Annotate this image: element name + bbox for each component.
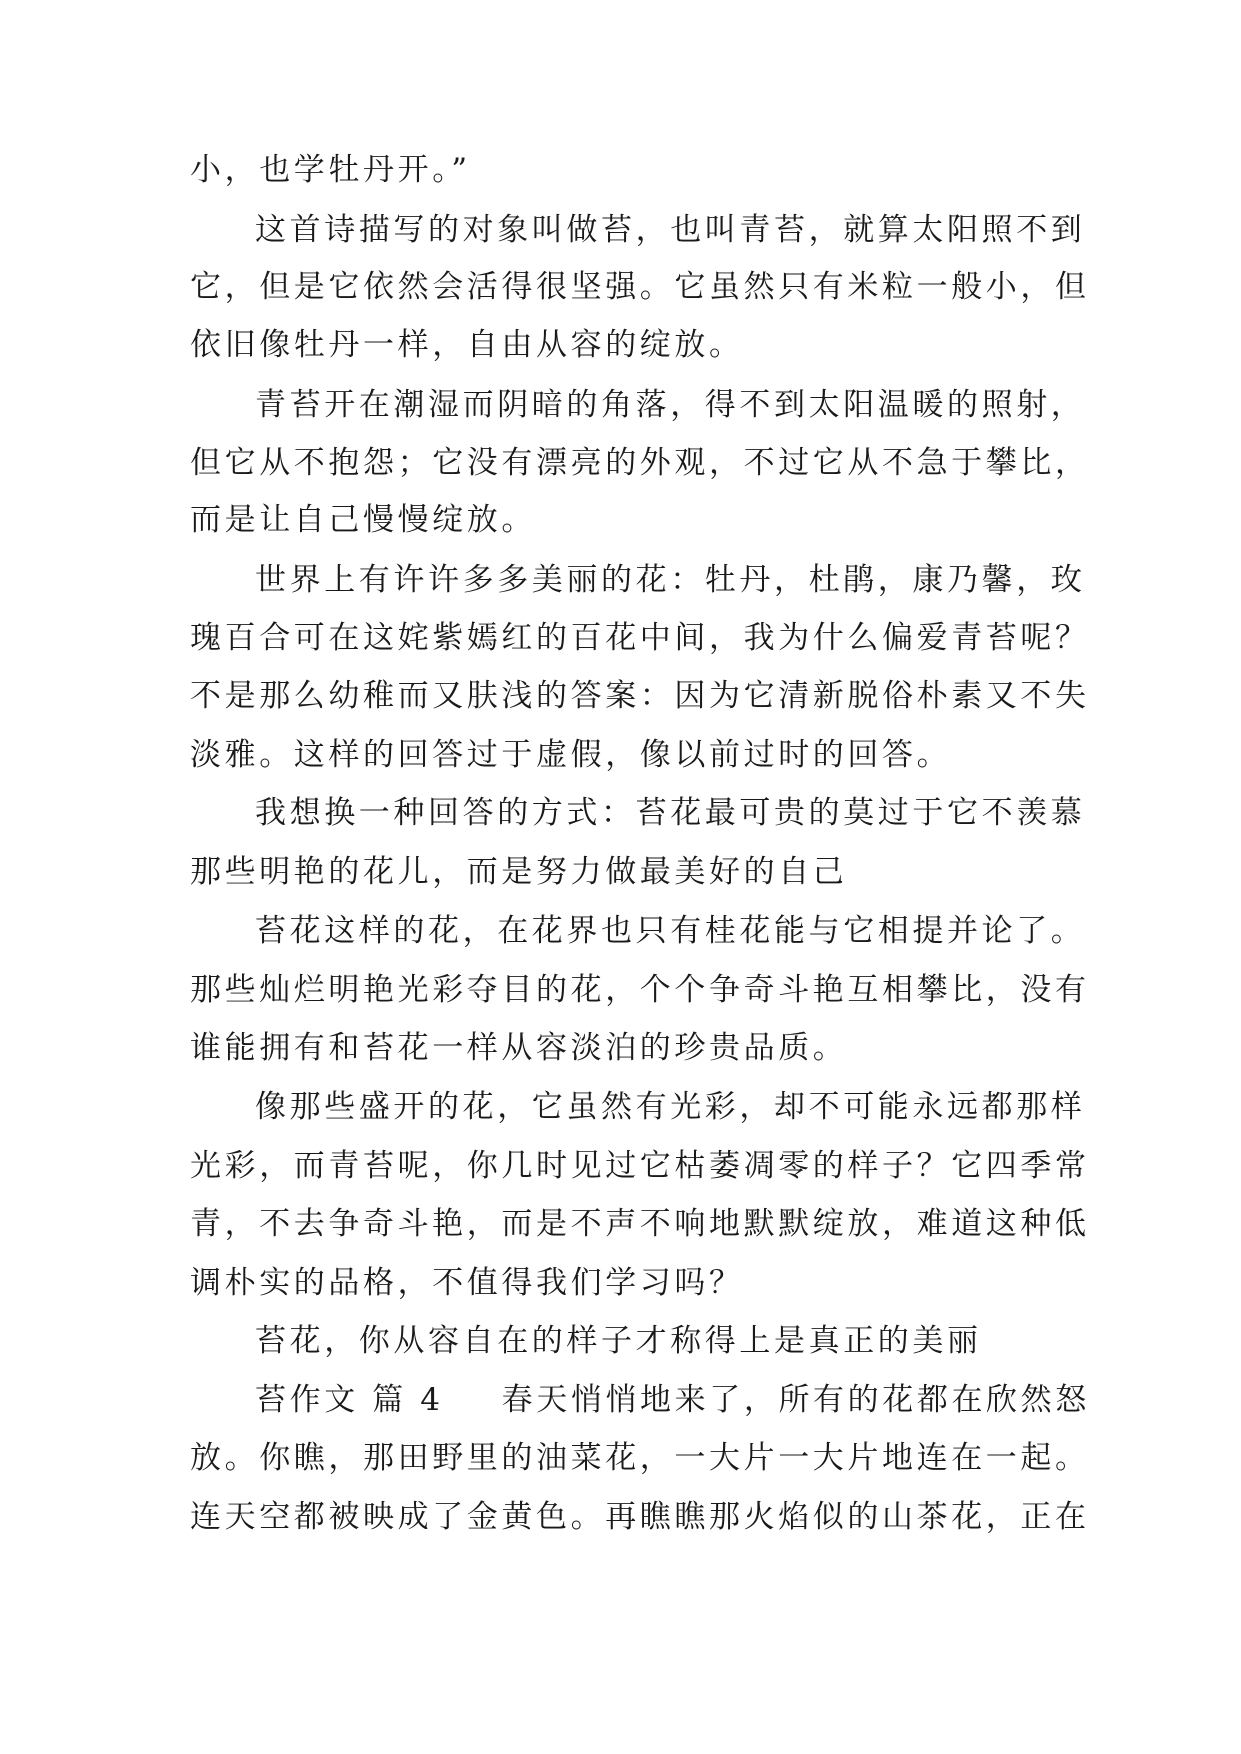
text-line: 不是那么幼稚而又肤浅的答案：因为它清新脱俗朴素又不失 [190, 678, 1090, 714]
text-line: 但它从不抱怨；它没有漂亮的外观，不过它从不急于攀比， [190, 445, 1090, 481]
text-line: 那些灿烂明艳光彩夺目的花，个个争奇斗艳互相攀比，没有 [190, 972, 1090, 1008]
text-line: 我想换一种回答的方式：苔花最可贵的莫过于它不羡慕 [255, 795, 1086, 831]
text-line: 依旧像牡丹一样，自由从容的绽放。 [190, 327, 744, 363]
text-line: 小，也学牡丹开。” [190, 152, 471, 188]
text-line: 谁能拥有和苔花一样从容淡泊的珍贵品质。 [190, 1030, 848, 1066]
text-line: 瑰百合可在这姹紫嫣红的百花中间，我为什么偏爱青苔呢？ [190, 620, 1090, 656]
text-line: 而是让自己慢慢绽放。 [190, 502, 536, 538]
text-line: 调朴实的品格，不值得我们学习吗？ [190, 1265, 744, 1301]
text-line: 像那些盛开的花，它虽然有光彩，却不可能永远都那样 [255, 1089, 1086, 1125]
text-line: 春天悄悄地来了，所有的花都在欣然怒 [501, 1382, 1090, 1418]
text-line: 世界上有许许多多美丽的花：牡丹，杜鹃，康乃馨，玫 [255, 562, 1086, 598]
text-line: 青苔开在潮湿而阴暗的角落，得不到太阳温暖的照射， [255, 387, 1086, 423]
text-line: 苔花这样的花，在花界也只有桂花能与它相提并论了。 [255, 913, 1086, 949]
text-line: 光彩，而青苔呢，你几时见过它枯萎凋零的样子？它四季常 [190, 1148, 1090, 1184]
text-line: 放。你瞧，那田野里的油菜花，一大片一大片地连在一起。 [190, 1440, 1090, 1476]
text-line: 连天空都被映成了金黄色。再瞧瞧那火焰似的山茶花，正在 [190, 1499, 1090, 1535]
text-line: 苔花，你从容自在的样子才称得上是真正的美丽 [255, 1323, 982, 1359]
text-line: 淡雅。这样的回答过于虚假，像以前过时的回答。 [190, 737, 952, 773]
text-line: 这首诗描写的对象叫做苔，也叫青苔，就算太阳照不到 [255, 212, 1086, 248]
essay-heading: 苔作文 篇 4 [255, 1382, 444, 1418]
text-line: 那些明艳的花儿，而是努力做最美好的自己 [190, 854, 848, 890]
text-line: 它，但是它依然会活得很坚强。它虽然只有米粒一般小，但 [190, 269, 1090, 305]
essay-heading-line [255, 1380, 1135, 1420]
text-line: 青，不去争奇斗艳，而是不声不响地默默绽放，难道这种低 [190, 1206, 1090, 1242]
